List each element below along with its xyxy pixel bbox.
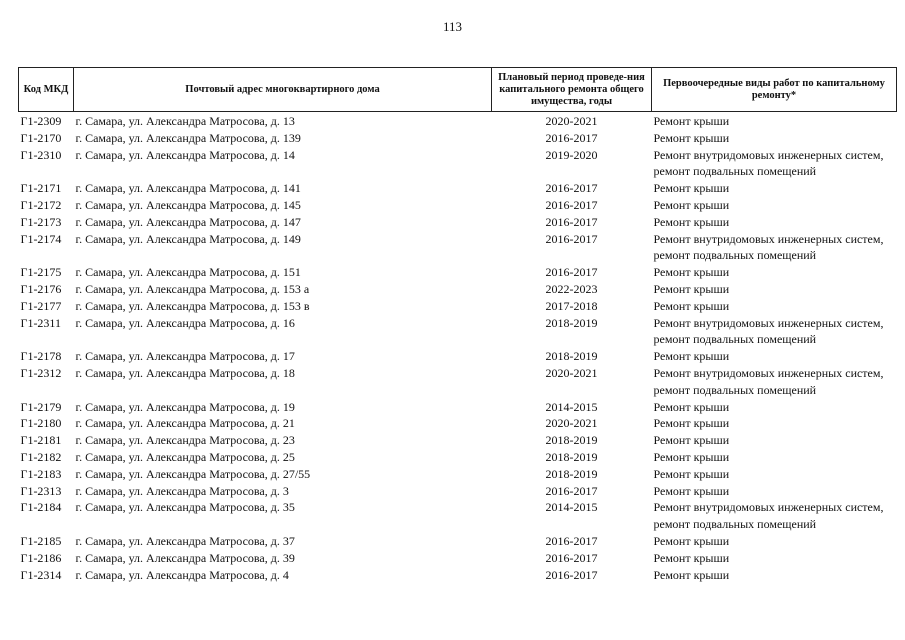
table-row [19, 533, 897, 550]
mkd-code-cell: Г1-2182 [20, 449, 62, 464]
table-row [19, 550, 897, 567]
mkd-code-cell: Г1-2172 [20, 197, 62, 212]
repair-period-cell: 2018-2019 [545, 466, 598, 481]
repair-work-line: Ремонт внутридомовых инженерных систем, [653, 147, 884, 162]
table-row [19, 365, 897, 399]
postal-address-cell: г. Самара, ул. Александра Матросова, д. 141 [75, 181, 301, 196]
table-row [19, 298, 897, 315]
postal-address-cell: г. Самара, ул. Александра Матросова, д. 16 [75, 315, 295, 330]
postal-address-cell: г. Самара, ул. Александра Матросова, д. 13 [75, 114, 295, 128]
repair-work-line: Ремонт внутридомовых инженерных систем, [653, 500, 884, 515]
mkd-code-cell: Г1-2180 [20, 416, 62, 431]
table-row [19, 432, 897, 449]
repair-work-line: Ремонт крыши [653, 214, 730, 229]
repair-works-cell [652, 415, 897, 432]
header-row [19, 68, 897, 112]
mkd-code-cell: Г1-2175 [20, 265, 62, 280]
mkd-code-cell: Г1-2170 [20, 130, 62, 145]
repair-work-line: ремонт подвальных помещений [653, 517, 817, 532]
repair-work-line: Ремонт крыши [653, 466, 730, 481]
repair-works-cell [652, 567, 897, 584]
repair-period-cell: 2014-2015 [545, 399, 598, 414]
repair-works-cell [652, 214, 897, 231]
repair-works-cell [652, 449, 897, 466]
mkd-code-cell: Г1-2313 [20, 483, 62, 498]
repair-works-cell [652, 231, 897, 265]
mkd-code-cell: Г1-2178 [20, 349, 62, 364]
repair-period-cell: 2016-2017 [545, 567, 598, 582]
mkd-code-cell: Г1-2184 [20, 500, 62, 515]
table-row [19, 112, 897, 130]
postal-address-cell: г. Самара, ул. Александра Матросова, д. 145 [75, 197, 301, 212]
mkd-code-cell: Г1-2311 [20, 315, 61, 330]
repair-works-cell [652, 499, 897, 533]
postal-address-cell: г. Самара, ул. Александра Матросова, д. 19 [75, 399, 295, 414]
repair-period-cell: 2020-2021 [545, 365, 598, 380]
postal-address-cell: г. Самара, ул. Александра Матросова, д. 21 [75, 416, 295, 431]
repair-period-cell: 2016-2017 [545, 533, 598, 548]
mkd-code-cell: Г1-2174 [20, 231, 62, 246]
repair-work-line: Ремонт крыши [653, 483, 730, 498]
postal-address-cell: г. Самара, ул. Александра Матросова, д. 18 [75, 365, 295, 380]
table-row [19, 147, 897, 181]
repair-work-line: Ремонт крыши [653, 449, 730, 464]
table-row [19, 348, 897, 365]
repair-works-cell [652, 483, 897, 500]
table-row [19, 499, 897, 533]
repair-works-cell [652, 180, 897, 197]
mkd-code-cell: Г1-2312 [20, 365, 62, 380]
repair-period-cell: 2014-2015 [545, 500, 598, 515]
postal-address-cell: г. Самара, ул. Александра Матросова, д. 153 а [75, 281, 310, 296]
mkd-code-cell: Г1-2309 [20, 114, 62, 128]
repair-period-cell: 2016-2017 [545, 483, 598, 498]
table-row [19, 415, 897, 432]
postal-address-cell: г. Самара, ул. Александра Матросова, д. 151 [75, 265, 301, 280]
mkd-code-cell: Г1-2186 [20, 550, 62, 565]
repair-works-cell [652, 197, 897, 214]
repair-work-line: Ремонт крыши [653, 181, 730, 196]
column-header-works: Первоочередные виды работ по капитальному ремонту* [652, 68, 897, 112]
table-row [19, 214, 897, 231]
repair-work-line: Ремонт крыши [653, 567, 730, 582]
table-row [19, 315, 897, 349]
postal-address-cell: г. Самара, ул. Александра Матросова, д. 39 [75, 550, 295, 565]
column-header-code: Код МКД [19, 68, 74, 112]
repair-period-cell: 2016-2017 [545, 231, 598, 246]
mkd-code-cell: Г1-2310 [20, 147, 62, 162]
repair-work-line: Ремонт крыши [653, 298, 730, 313]
mkd-code-cell: Г1-2171 [20, 181, 62, 196]
repair-work-line: Ремонт крыши [653, 114, 730, 128]
postal-address-cell: г. Самара, ул. Александра Матросова, д. 35 [75, 500, 295, 515]
table-row [19, 466, 897, 483]
mkd-code-cell: Г1-2176 [20, 281, 62, 296]
table-row [19, 567, 897, 584]
repair-work-line: Ремонт крыши [653, 197, 730, 212]
repair-period-cell: 2016-2017 [545, 214, 598, 229]
mkd-code-cell: Г1-2181 [20, 433, 62, 448]
repair-work-line: ремонт подвальных помещений [653, 382, 817, 397]
repair-works-cell [652, 264, 897, 281]
table-row [19, 180, 897, 197]
repair-work-line: Ремонт крыши [653, 399, 730, 414]
page-number: 113 [442, 19, 463, 34]
column-header-period: Плановый период проведе-ния капитального ремонта общего имущества, годы [492, 68, 652, 112]
postal-address-cell: г. Самара, ул. Александра Матросова, д. 37 [75, 533, 295, 548]
repair-work-line: Ремонт внутридомовых инженерных систем, [653, 365, 884, 380]
repair-period-cell: 2016-2017 [545, 181, 598, 196]
repair-work-line: Ремонт крыши [653, 533, 730, 548]
repair-works-cell [652, 281, 897, 298]
repair-period-cell: 2016-2017 [545, 130, 598, 145]
repair-work-line: Ремонт крыши [653, 433, 730, 448]
repair-works-cell [652, 365, 897, 399]
mkd-code-cell: Г1-2185 [20, 533, 62, 548]
postal-address-cell: г. Самара, ул. Александра Матросова, д. 3 [75, 483, 289, 498]
repair-works-cell [652, 348, 897, 365]
repair-period-cell: 2016-2017 [545, 197, 598, 212]
repair-work-line: ремонт подвальных помещений [653, 248, 817, 263]
repair-work-line: Ремонт внутридомовых инженерных систем, [653, 315, 884, 330]
repair-works-cell [652, 533, 897, 550]
postal-address-cell: г. Самара, ул. Александра Матросова, д. 147 [75, 214, 301, 229]
repair-work-line: Ремонт крыши [653, 550, 730, 565]
repair-works-cell [652, 399, 897, 416]
table-body [19, 112, 897, 584]
repair-work-line: Ремонт крыши [653, 416, 730, 431]
mkd-code-cell: Г1-2173 [20, 214, 62, 229]
repair-period-cell: 2022-2023 [545, 281, 598, 296]
table-row [19, 264, 897, 281]
postal-address-cell: г. Самара, ул. Александра Матросова, д. 153 в [75, 298, 310, 313]
repair-works-cell [652, 432, 897, 449]
repair-period-cell: 2016-2017 [545, 550, 598, 565]
repair-works-cell [652, 298, 897, 315]
postal-address-cell: г. Самара, ул. Александра Матросова, д. 25 [75, 449, 295, 464]
repair-work-line: Ремонт крыши [653, 130, 730, 145]
column-header-address: Почтовый адрес многоквартирного дома [74, 68, 492, 112]
mkd-code-cell: Г1-2314 [20, 567, 62, 582]
postal-address-cell: г. Самара, ул. Александра Матросова, д. 27/55 [75, 466, 311, 481]
repair-period-cell: 2020-2021 [545, 114, 598, 128]
repair-period-cell: 2016-2017 [545, 265, 598, 280]
repair-work-line: Ремонт крыши [653, 281, 730, 296]
repair-work-line: ремонт подвальных помещений [653, 332, 817, 347]
postal-address-cell: г. Самара, ул. Александра Матросова, д. 149 [75, 231, 301, 246]
repair-period-cell: 2020-2021 [545, 416, 598, 431]
mkd-code-cell: Г1-2183 [20, 466, 62, 481]
table-row [19, 399, 897, 416]
repair-works-cell [652, 130, 897, 147]
table-row [19, 130, 897, 147]
repair-period-cell: 2018-2019 [545, 315, 598, 330]
repair-works-cell [652, 550, 897, 567]
postal-address-cell: г. Самара, ул. Александра Матросова, д. 17 [75, 349, 295, 364]
repair-work-line: Ремонт крыши [653, 265, 730, 280]
postal-address-cell: г. Самара, ул. Александра Матросова, д. 14 [75, 147, 295, 162]
table-header [19, 68, 897, 112]
repair-period-cell: 2018-2019 [545, 349, 598, 364]
housing-repair-table [18, 67, 897, 583]
postal-address-cell: г. Самара, ул. Александра Матросова, д. 4 [75, 567, 289, 582]
table-row [19, 449, 897, 466]
postal-address-cell: г. Самара, ул. Александра Матросова, д. 23 [75, 433, 295, 448]
table-row [19, 483, 897, 500]
repair-period-cell: 2018-2019 [545, 449, 598, 464]
table-row [19, 197, 897, 214]
mkd-code-cell: Г1-2179 [20, 399, 62, 414]
repair-works-cell [652, 315, 897, 349]
repair-work-line: ремонт подвальных помещений [653, 164, 817, 179]
repair-period-cell: 2017-2018 [545, 298, 598, 313]
repair-period-cell: 2018-2019 [545, 433, 598, 448]
table-row [19, 281, 897, 298]
repair-works-cell [652, 466, 897, 483]
table-row [19, 231, 897, 265]
repair-works-cell [652, 147, 897, 181]
repair-work-line: Ремонт крыши [653, 349, 730, 364]
repair-works-cell [652, 112, 897, 130]
postal-address-cell: г. Самара, ул. Александра Матросова, д. 139 [75, 130, 301, 145]
mkd-code-cell: Г1-2177 [20, 298, 62, 313]
repair-period-cell: 2019-2020 [545, 147, 598, 162]
repair-work-line: Ремонт внутридомовых инженерных систем, [653, 231, 884, 246]
